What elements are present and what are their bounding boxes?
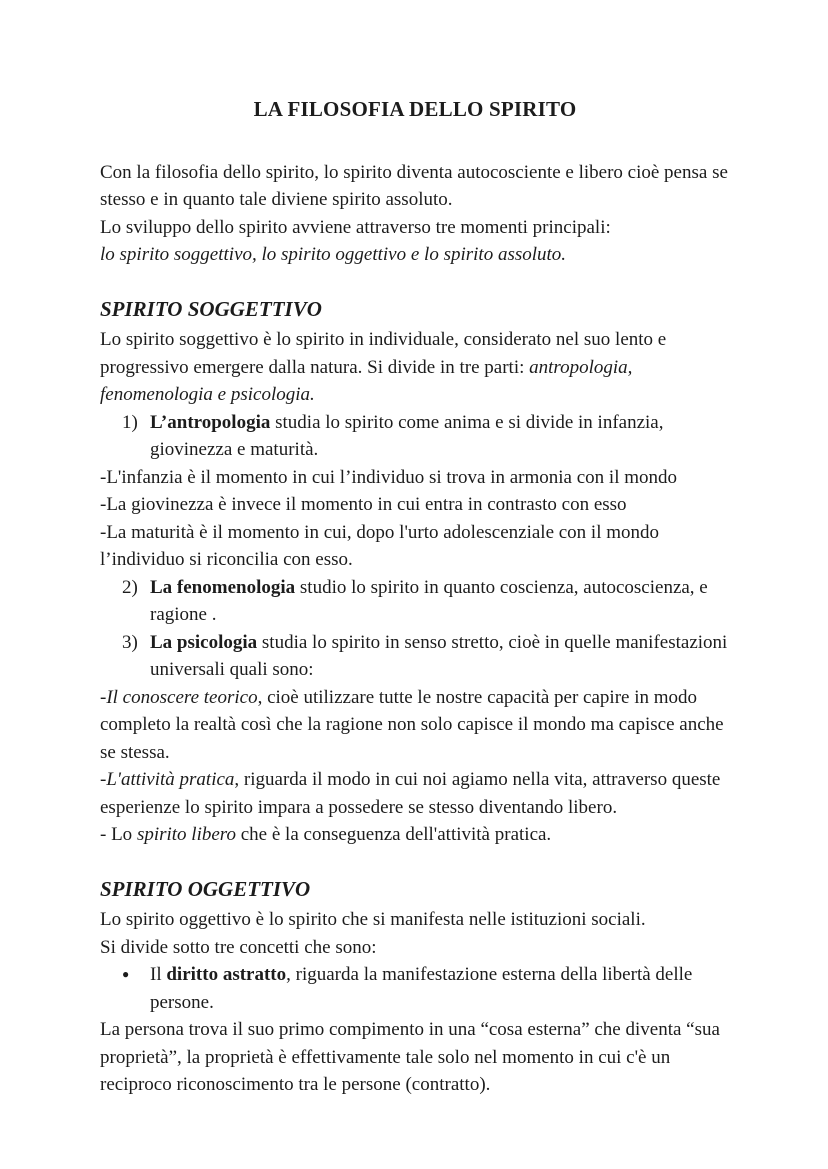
intro-paragraph-3: lo spirito soggettivo, lo spirito oggettivo e lo spirito assoluto.	[100, 244, 567, 265]
list-marker: 2)	[122, 576, 138, 598]
term-spirito-libero: spirito libero	[136, 824, 236, 845]
term-diritto-astratto: diritto astratto	[166, 964, 287, 985]
list-item-body: studia lo spirito in senso stretto, cioè in quelle manifestazioni universali quali sono:	[150, 631, 728, 680]
oggettivo-line-1: Lo spirito oggettivo è lo spirito che si manifesta nelle istituzioni sociali.	[100, 909, 646, 930]
note-lead: - Lo	[100, 824, 137, 845]
intro-paragraph-2: Lo sviluppo dello spirito avviene attraverso tre momenti principali:	[100, 216, 611, 238]
term-fenomenologia: La fenomenologia	[150, 576, 296, 598]
term-psicologia: La psicologia	[150, 631, 258, 653]
list-item-text	[150, 409, 730, 464]
page-title: LA FILOSOFIA DELLO SPIRITO	[253, 97, 577, 121]
section-heading-spirito-oggettivo: SPIRITO OGGETTIVO	[100, 876, 311, 901]
list-item-antropologia	[122, 409, 730, 464]
note-conoscere-teorico	[100, 684, 730, 767]
list-marker: 1)	[122, 411, 138, 433]
note-body: , cioè utilizzare tutte le nostre capacità per capire in modo completo la realtà così che la ragione non solo capisce il mondo ma capisce anche se stessa.	[100, 686, 724, 763]
soggettivo-intro-plain: Lo spirito soggettivo è lo spirito in individuale, considerato nel suo lento e progressivo emergere dalla natura. Si divide in tre parti:	[100, 329, 667, 378]
list-item-text	[150, 574, 730, 629]
bullet-body: , riguarda la manifestazione esterna della libertà delle persone.	[150, 964, 693, 1013]
soggettivo-intro-italic: antropologia, fenomenologia e psicologia.	[100, 356, 633, 405]
term-conoscere-teorico: -Il conoscere teorico	[100, 686, 258, 708]
section-heading-spirito-soggettivo: SPIRITO SOGGETTIVO	[100, 296, 322, 321]
bullet-item-diritto-astratto	[122, 961, 730, 1016]
note-attivita-pratica	[100, 766, 730, 821]
sub-note-giovinezza: -La giovinezza è invece il momento in cui entra in contrasto con esso	[100, 494, 627, 515]
list-item-body: studio lo spirito in quanto coscienza, autocoscienza, e ragione .	[150, 576, 708, 625]
list-marker: 3)	[122, 631, 138, 653]
bullet-icon: ●	[122, 967, 130, 981]
bullet-lead: Il	[150, 964, 167, 985]
list-item-psicologia	[122, 629, 730, 684]
oggettivo-line-2: Si divide sotto tre concetti che sono:	[100, 936, 377, 958]
list-item-text	[150, 629, 730, 684]
note-body: , riguarda il modo in cui noi agiamo nella vita, attraverso queste esperienze lo spirito impara a possedere se stesso diventando libero.	[100, 769, 721, 818]
sub-note-infanzia: -L'infanzia è il momento in cui l’individuo si trova in armonia con il mondo	[100, 466, 677, 488]
term-antropologia: L’antropologia	[150, 411, 271, 433]
sub-note-maturita: -La maturità è il momento in cui, dopo l'urto adolescenziale con il mondo l’individuo si riconcilia con esso.	[100, 521, 660, 570]
list-item-fenomenologia	[122, 574, 730, 629]
note-spirito-libero	[100, 821, 730, 849]
list-item-body: studia lo spirito come anima e si divide in infanzia, giovinezza e maturità.	[150, 411, 664, 460]
note-body: che è la conseguenza dell'attività pratica.	[236, 824, 552, 845]
intro-paragraph-1: Con la filosofia dello spirito, lo spirito diventa autocosciente e libero cioè pensa se stesso e in quanto tale diviene spirito assoluto.	[100, 161, 728, 210]
closing-paragraph: La persona trova il suo primo compimento in una “cosa esterna” che diventa “sua proprietà”, la proprietà è effettivamente tale solo nel momento in cui c'è un reciproco riconoscimento tra le persone (contratto).	[100, 1019, 720, 1095]
term-attivita-pratica: -L'attività pratica	[100, 769, 235, 790]
soggettivo-intro	[100, 326, 730, 409]
bullet-item-text	[150, 961, 730, 1016]
